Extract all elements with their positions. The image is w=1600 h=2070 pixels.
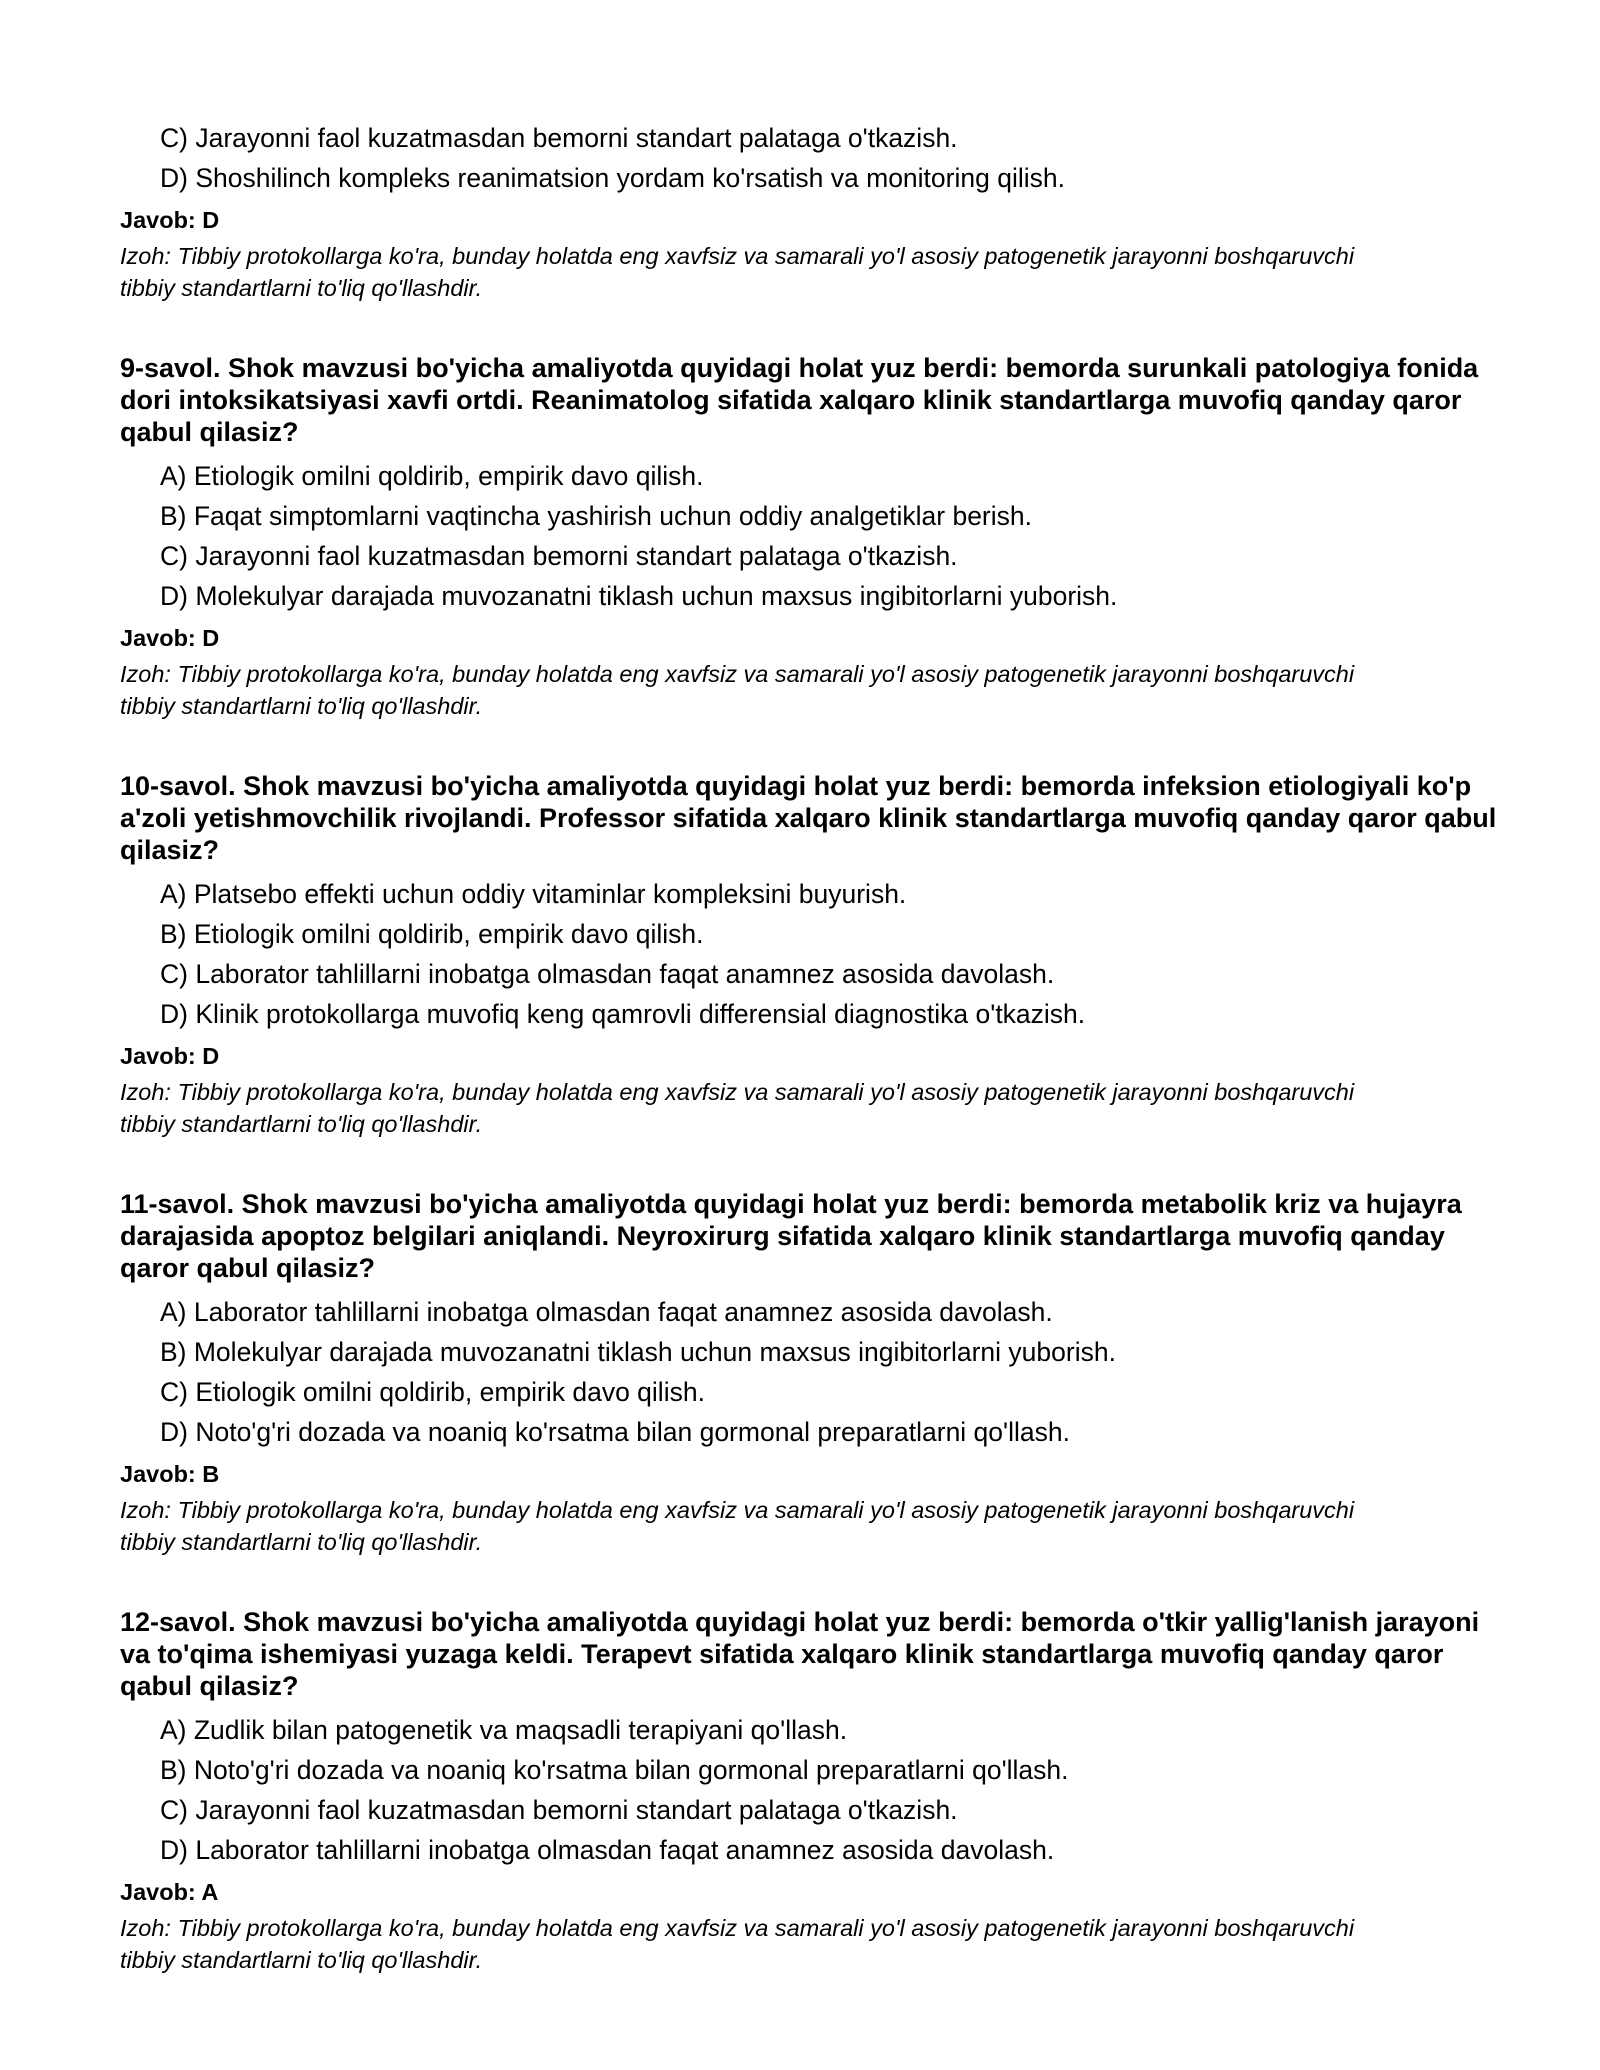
option-b: B) Faqat simptomlarni vaqtincha yashirish uchun oddiy analgetiklar berish.	[160, 501, 1032, 531]
question-block-carryover	[120, 118, 1480, 304]
option-c: C) Laborator tahlillarni inobatga olmasdan faqat anamnez asosida davolash.	[160, 959, 1055, 989]
option-a: A) Zudlik bilan patogenetik va maqsadli terapiyani qo'llash.	[160, 1715, 848, 1745]
question-block-12	[120, 1606, 1480, 1976]
correct-answer: Javob: D	[120, 625, 220, 651]
spacer	[120, 1140, 1480, 1188]
option-d: D) Klinik protokollarga muvofiq keng qamrovli differensial diagnostika o'tkazish.	[160, 999, 1086, 1029]
answer-options	[120, 1710, 1480, 1870]
question-block-11	[120, 1188, 1480, 1558]
correct-answer: Javob: D	[120, 207, 220, 233]
question-block-9	[120, 352, 1480, 722]
option-d: D) Noto'g'ri dozada va noaniq ko'rsatma bilan gormonal preparatlarni qo'llash.	[160, 1417, 1070, 1447]
spacer	[120, 1558, 1480, 1606]
option-a: A) Laborator tahlillarni inobatga olmasdan faqat anamnez asosida davolash.	[160, 1297, 1053, 1327]
option-b: B) Molekulyar darajada muvozanatni tiklash uchun maxsus ingibitorlarni yuborish.	[160, 1337, 1116, 1367]
question-title: 10-savol. Shok mavzusi bo'yicha amaliyotda quyidagi holat yuz berdi: bemorda infeksion etiologiyali ko'p a'zoli yetishmovchilik rivojlandi. Professor sifatida xalqaro klinik standartlarga muvofiq qanday qaror qabul qilasiz?	[120, 771, 1497, 865]
correct-answer: Javob: A	[120, 1879, 219, 1905]
option-c: C) Jarayonni faol kuzatmasdan bemorni standart palataga o'tkazish.	[160, 1795, 958, 1825]
option-c: C) Jarayonni faol kuzatmasdan bemorni standart palataga o'tkazish.	[160, 123, 958, 153]
explanation-note: Izoh: Tibbiy protokollarga ko'ra, bunday holatda eng xavfsiz va samarali yo'l asosiy patogenetik jarayonni boshqaruvchi tibbiy standartlarni to'liq qo'llashdir.	[120, 1079, 1355, 1137]
explanation-note: Izoh: Tibbiy protokollarga ko'ra, bunday holatda eng xavfsiz va samarali yo'l asosiy patogenetik jarayonni boshqaruvchi tibbiy standartlarni to'liq qo'llashdir.	[120, 1497, 1355, 1555]
option-b: B) Noto'g'ri dozada va noaniq ko'rsatma bilan gormonal preparatlarni qo'llash.	[160, 1755, 1069, 1785]
explanation-note: Izoh: Tibbiy protokollarga ko'ra, bunday holatda eng xavfsiz va samarali yo'l asosiy patogenetik jarayonni boshqaruvchi tibbiy standartlarni to'liq qo'llashdir.	[120, 661, 1355, 719]
option-d: D) Laborator tahlillarni inobatga olmasdan faqat anamnez asosida davolash.	[160, 1835, 1055, 1865]
option-c: C) Etiologik omilni qoldirib, empirik davo qilish.	[160, 1377, 705, 1407]
option-d: D) Molekulyar darajada muvozanatni tiklash uchun maxsus ingibitorlarni yuborish.	[160, 581, 1118, 611]
answer-options	[120, 456, 1480, 616]
question-title: 11-savol. Shok mavzusi bo'yicha amaliyotda quyidagi holat yuz berdi: bemorda metabolik kriz va hujayra darajasida apoptoz belgilari aniqlandi. Neyroxirurg sifatida xalqaro klinik standartlarga muvofiq qanday qaror qabul qilasiz?	[120, 1189, 1462, 1283]
option-a: A) Etiologik omilni qoldirib, empirik davo qilish.	[160, 461, 704, 491]
option-c: C) Jarayonni faol kuzatmasdan bemorni standart palataga o'tkazish.	[160, 541, 958, 571]
answer-options	[120, 1292, 1480, 1452]
answer-options	[120, 118, 1480, 198]
answer-options	[120, 874, 1480, 1034]
explanation-note: Izoh: Tibbiy protokollarga ko'ra, bunday holatda eng xavfsiz va samarali yo'l asosiy patogenetik jarayonni boshqaruvchi tibbiy standartlarni to'liq qo'llashdir.	[120, 1915, 1355, 1973]
option-d: D) Shoshilinch kompleks reanimatsion yordam ko'rsatish va monitoring qilish.	[160, 163, 1065, 193]
spacer	[120, 722, 1480, 770]
option-b: B) Etiologik omilni qoldirib, empirik davo qilish.	[160, 919, 704, 949]
question-title: 12-savol. Shok mavzusi bo'yicha amaliyotda quyidagi holat yuz berdi: bemorda o'tkir yallig'lanish jarayoni va to'qima ishemiyasi yuzaga keldi. Terapevt sifatida xalqaro klinik standartlarga muvofiq qanday qaror qabul qilasiz?	[120, 1607, 1480, 1701]
question-title: 9-savol. Shok mavzusi bo'yicha amaliyotda quyidagi holat yuz berdi: bemorda surunkali patologiya fonida dori intoksikatsiyasi xavfi ortdi. Reanimatolog sifatida xalqaro klinik standartlarga muvofiq qanday qaror qabul qilasiz?	[120, 353, 1479, 447]
option-a: A) Platsebo effekti uchun oddiy vitaminlar kompleksini buyurish.	[160, 879, 907, 909]
correct-answer: Javob: B	[120, 1461, 220, 1487]
explanation-note: Izoh: Tibbiy protokollarga ko'ra, bunday holatda eng xavfsiz va samarali yo'l asosiy patogenetik jarayonni boshqaruvchi tibbiy standartlarni to'liq qo'llashdir.	[120, 243, 1355, 301]
spacer	[120, 304, 1480, 352]
correct-answer: Javob: D	[120, 1043, 220, 1069]
question-block-10	[120, 770, 1497, 1140]
